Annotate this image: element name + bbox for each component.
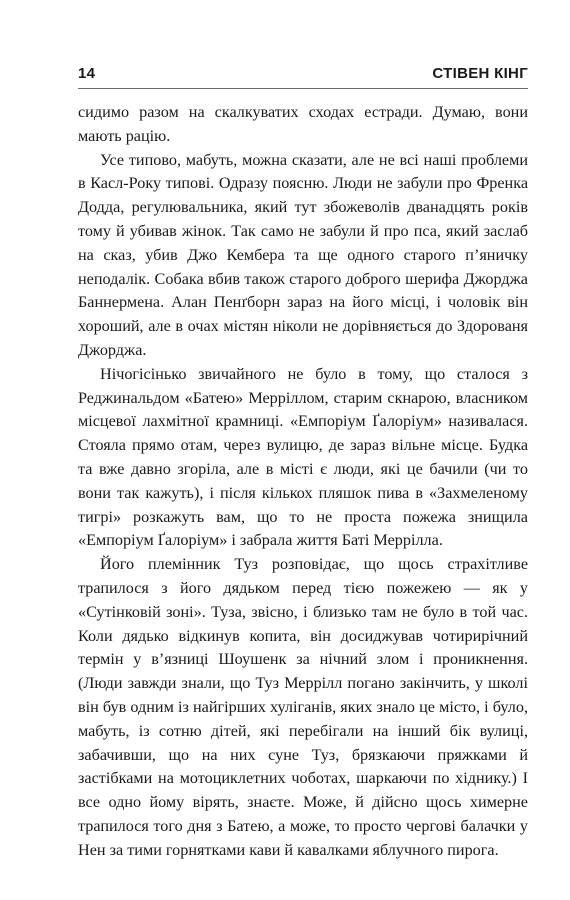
running-header: [78, 58, 528, 82]
body-text: [78, 101, 528, 863]
page-number: 14: [78, 65, 96, 82]
paragraph: Його племінник Туз розповідає, що щось страхітливе трапилося з його дядьком перед тією пожежею — як у «Сутінковій зоні». Туза, звісно, і близько там не було в той час. Коли дядько відкинув копита, він досиджував чотирирічний термін у в’язниці Шоушенк за нічний злом і проникнення. (Люди завжди знали, що Туз Меррілл погано закінчить, у школі він був одним із найгірших хуліганів, яких знало це місто, і було, мабуть, із сотню дітей, які перебігали на інший бік вулиці, забачивши, що на них суне Туз, брязкаючи пряжками й застібками на мотоциклетних чоботах, шаркаючи по хіднику.) І все одно йому вірять, знаєте. Може, й дійсно щось химерне трапилося того дня з Батею, а може, то просто чергові балачки у Нен за тими горнятками кави й кавалками яблучного пирога.: [78, 555, 528, 859]
paragraph: Нічогісінько звичайного не було в тому, що сталося з Реджинальдом «Батею» Мерріллом, старим скнарою, власником місцевої лахмітної крамниці. «Емпоріум Ґалоріум» називалася. Стояла прямо отам, через вулицю, де зараз вільне місце. Будка та вже давно згоріла, але в місті є люди, які це бачили (чи то вони так кажуть), і після кількох пляшок пива в «Захмеленому тигрі» розкажуть вам, що то не проста пожежа знищила «Емпоріум Ґалоріум» і забрала життя Баті Меррілла.: [78, 364, 528, 550]
header-rule: [78, 88, 528, 89]
running-title: СТІВЕН КІНГ: [432, 65, 528, 82]
paragraph-continued: сидимо разом на скалкуватих сходах естради. Думаю, вони мають рацію.: [78, 103, 528, 145]
paragraph: Усе типово, мабуть, можна сказати, але не всі наші проблеми в Касл-Року типові. Одразу поясню. Люди не забули про Френка Додда, регулювальника, який тут збожеволів дванадцять років тому й убивав жінок. Так само не забули й про пса, який заслаб на сказ, убив Джо Кембера та ще одного старого п’яничку неподалік. Собака вбив також старого доброго шерифа Джорджа Баннермена. Алан Пенґборн зараз на його місці, і чоловік він хороший, але в очах містян ніколи не дорівняється до Здорованя Джорджа.: [78, 150, 528, 359]
